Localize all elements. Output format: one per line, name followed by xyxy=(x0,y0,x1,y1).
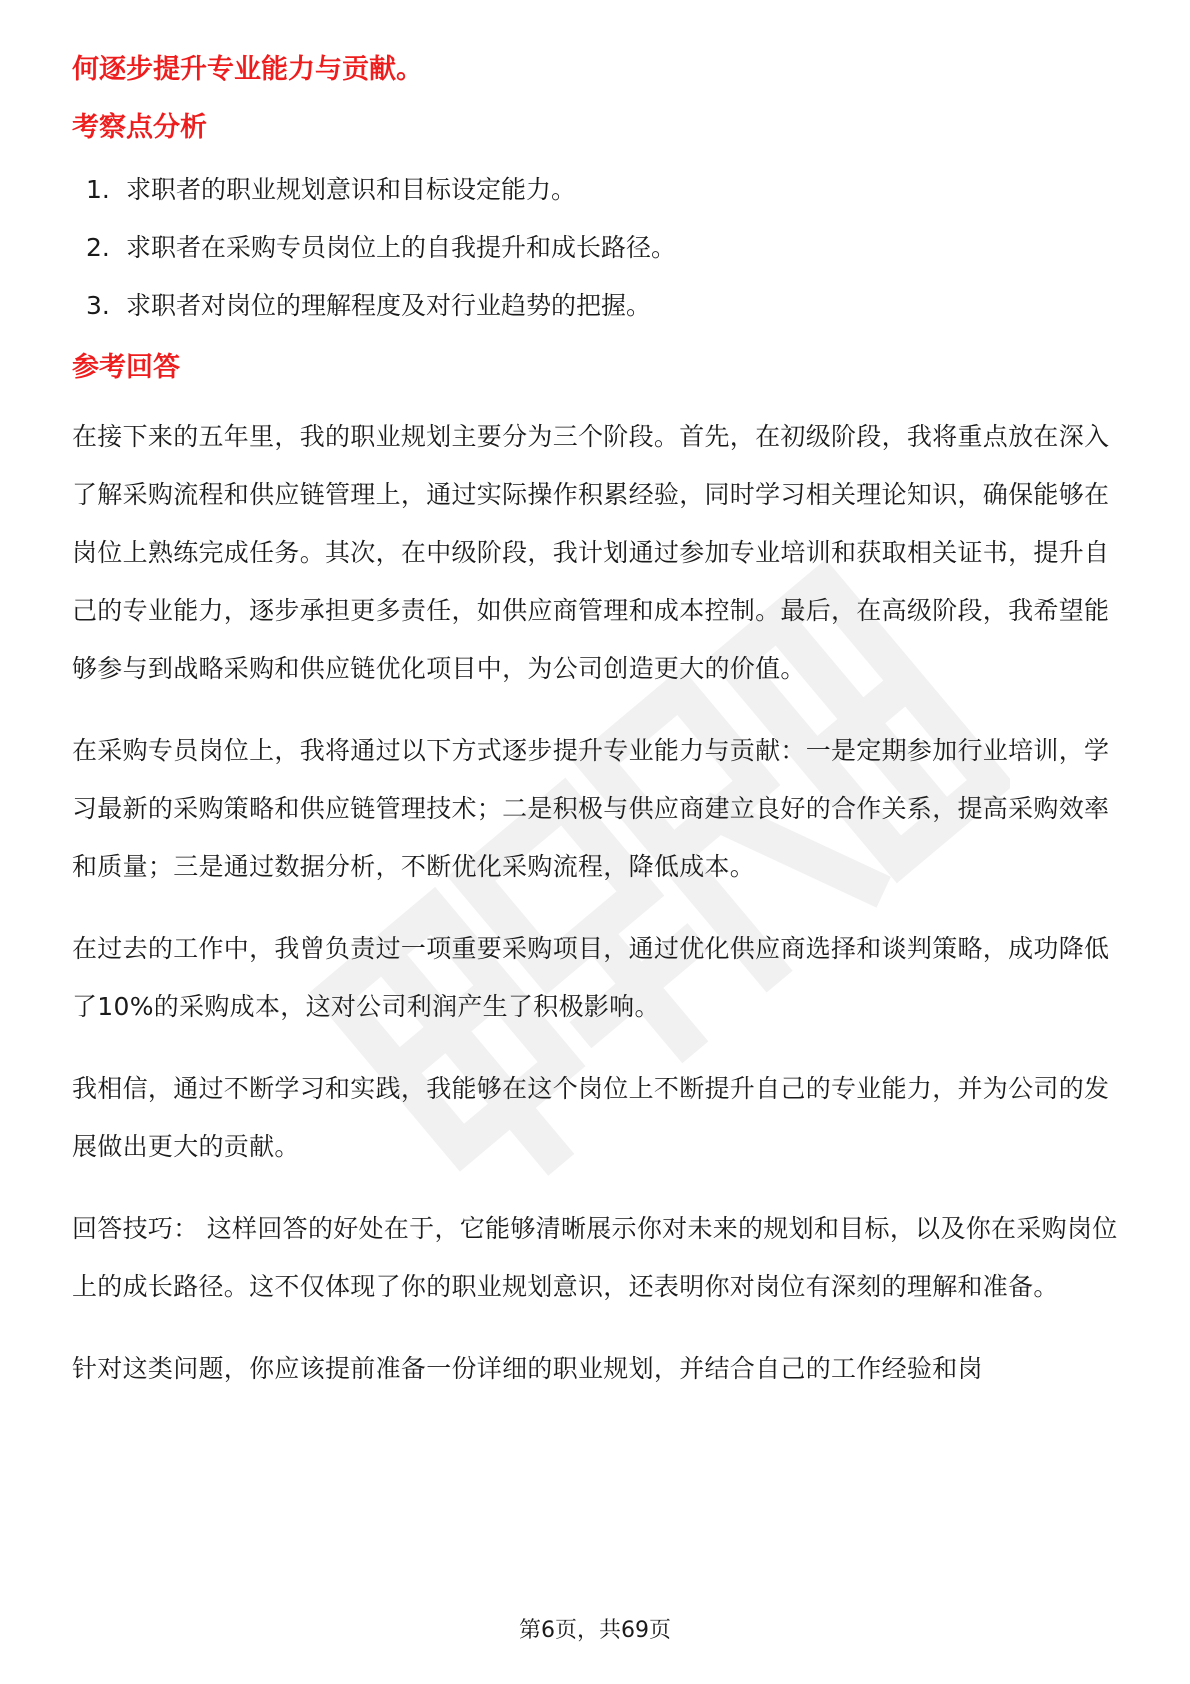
answer-paragraph: 我相信，通过不断学习和实践，我能够在这个岗位上不断提升自己的专业能力，并为公司的发展做出更大的贡献。 xyxy=(72,1074,1110,1161)
list-item-text: 求职者在采购专员岗位上的自我提升和成长路径。 xyxy=(126,233,677,262)
answer-tips-paragraph: 回答技巧： 这样回答的好处在于，它能够清晰展示你对未来的规划和目标，以及你在采购岗位上的成长路径。这不仅体现了你的职业规划意识，还表明你对岗位有深刻的理解和准备。 xyxy=(72,1214,1118,1301)
list-item-number: 1. xyxy=(86,175,110,204)
list-item-text: 求职者对岗位的理解程度及对行业趋势的把握。 xyxy=(126,291,652,320)
list-item-number: 3. xyxy=(86,291,110,320)
answer-paragraph: 在接下来的五年里，我的职业规划主要分为三个阶段。首先，在初级阶段，我将重点放在深入了解采购流程和供应链管理上，通过实际操作积累经验，同时学习相关理论知识，确保能够在岗位上熟练完成任务。其次，在中级阶段，我计划通过参加专业培训和获取相关证书，提升自己的专业能力，逐步承担更多责任，如供应商管理和成本控制。最后，在高级阶段，我希望能够参与到战略采购和供应链优化项目中，为公司创造更大的价值。 xyxy=(72,422,1110,683)
list-item xyxy=(86,172,1122,208)
answer-paragraph: 在采购专员岗位上，我将通过以下方式逐步提升专业能力与贡献：一是定期参加行业培训，学习最新的采购策略和供应链管理技术；二是积极与供应商建立良好的合作关系，提高采购效率和质量；三是通过数据分析，不断优化采购流程，降低成本。 xyxy=(72,736,1110,881)
list-item xyxy=(86,230,1122,266)
analysis-heading: 考察点分析 xyxy=(72,112,207,143)
list-item-text: 求职者的职业规划意识和目标设定能力。 xyxy=(126,175,577,204)
answer-heading: 参考回答 xyxy=(72,352,180,383)
document-content xyxy=(72,52,1122,1422)
list-item-number: 2. xyxy=(86,233,110,262)
closing-paragraph: 针对这类问题，你应该提前准备一份详细的职业规划，并结合自己的工作经验和岗 xyxy=(72,1354,983,1383)
list-item xyxy=(86,288,1122,324)
continued-heading: 何逐步提升专业能力与贡献。 xyxy=(72,54,423,85)
page-number-footer: 第6页，共69页 xyxy=(519,1618,671,1643)
answer-paragraph: 在过去的工作中，我曾负责过一项重要采购项目，通过优化供应商选择和谈判策略，成功降低了10%的采购成本，这对公司利润产生了积极影响。 xyxy=(72,934,1110,1021)
analysis-points-list xyxy=(72,172,1122,324)
